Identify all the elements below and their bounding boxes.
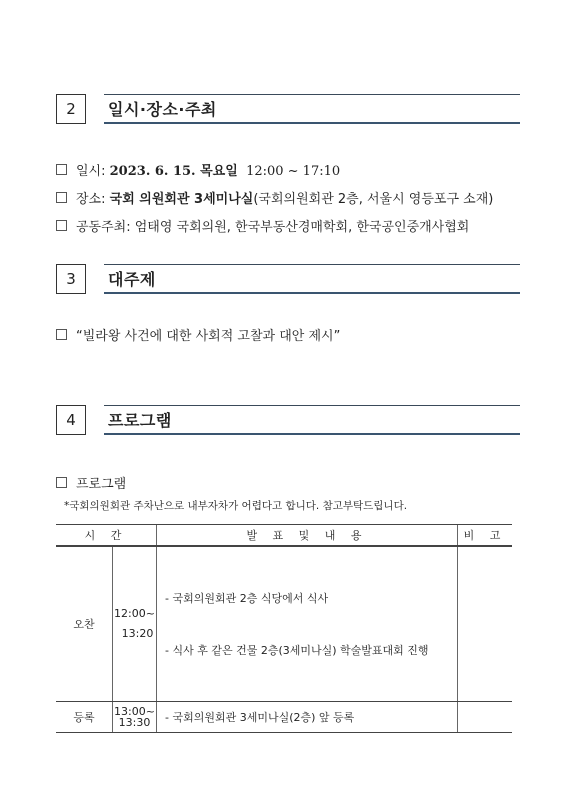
section-number: 2: [56, 94, 86, 124]
place-value: 국회 의원회관 3세미나실: [109, 192, 254, 207]
content-item: - 식사 후 같은 건물 2층(3세미나실) 학술발표대회 진행: [165, 644, 429, 657]
time-value: 12:00 ~ 17:10: [246, 164, 341, 179]
date-value: 2023. 6. 15. 목요일: [109, 164, 238, 179]
row-time: [113, 546, 157, 702]
header-time: 시 간: [56, 525, 157, 547]
place-detail: (국회의원회관 2층, 서울시 영등포구 소재): [253, 192, 494, 207]
section-number: 3: [56, 264, 86, 294]
section-2-header: [56, 94, 520, 126]
place-line: [56, 188, 493, 207]
section-title: 프로그램: [104, 405, 520, 435]
program-table: [56, 524, 512, 733]
header-content: 발 표 및 내 용: [157, 525, 458, 547]
table-header-row: [56, 525, 512, 547]
section-3-header: [56, 264, 520, 296]
program-label: 프로그램: [76, 477, 127, 492]
checkbox-icon: [56, 220, 67, 231]
checkbox-icon: [56, 192, 67, 203]
row-name: 오찬: [56, 546, 113, 702]
date-label: 일시:: [76, 164, 110, 179]
theme-text: “빌라왕 사건에 대한 사회적 고찰과 대안 제시”: [76, 329, 341, 344]
content-item: - 국회의원회관 2층 식당에서 식사: [165, 592, 329, 605]
program-label-line: [56, 473, 126, 492]
theme-line: [56, 325, 340, 344]
section-4-header: [56, 405, 520, 437]
section-title: 대주제: [104, 264, 520, 294]
time-start: 12:00~: [114, 607, 155, 620]
time-start: 13:00~: [114, 705, 155, 718]
table-row: [56, 702, 512, 733]
hosts-text: 공동주최: 엄태영 국회의원, 한국부동산경매학회, 한국공인중개사협회: [76, 220, 470, 235]
row-name: 등록: [56, 702, 113, 733]
place-label: 장소:: [76, 192, 110, 207]
row-time: [113, 702, 157, 733]
time-end: 13:30: [118, 716, 151, 729]
parking-note: *국회의원회관 주차난으로 내부자차가 어렵다고 합니다. 참고부탁드립니다.: [64, 500, 408, 512]
checkbox-icon: [56, 477, 67, 488]
content-item: - 국회의원회관 3세미나실(2층) 앞 등록: [165, 711, 355, 724]
section-number: 4: [56, 405, 86, 435]
checkbox-icon: [56, 329, 67, 340]
row-content: [157, 546, 458, 702]
row-content: [157, 702, 458, 733]
time-end: 13:20: [121, 627, 154, 640]
row-remark: [458, 546, 513, 702]
date-line: [56, 160, 340, 179]
hosts-line: [56, 216, 469, 235]
table-row: [56, 546, 512, 702]
section-title: 일시·장소·주최: [104, 94, 520, 124]
checkbox-icon: [56, 164, 67, 175]
header-remark: 비 고: [458, 525, 513, 547]
row-remark: [458, 702, 513, 733]
